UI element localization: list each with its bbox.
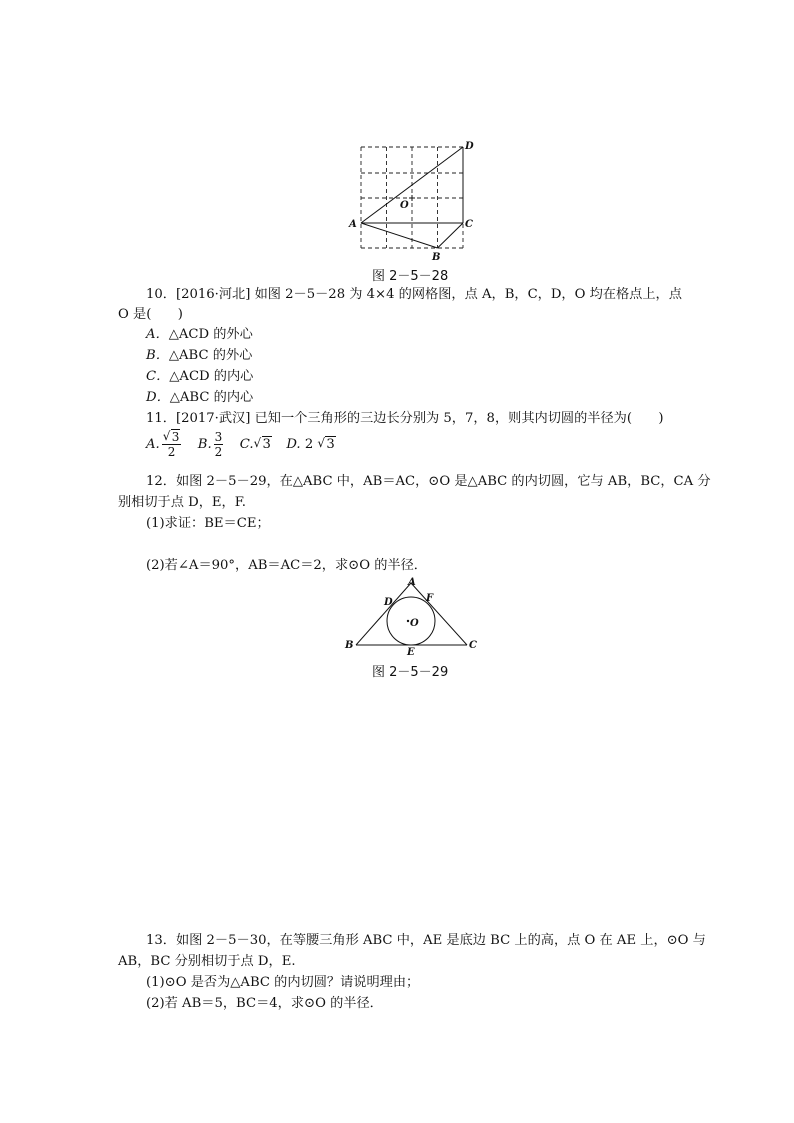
option-text: △ABC 的外心: [168, 348, 253, 363]
q12-stem-line2: 别相切于点 D，E，F.: [118, 495, 246, 510]
q13-stem-line1: 13．如图 2－5－30，在等腰三角形 ABC 中，AE 是底边 BC 上的高，点 O 在 AE 上，⊙O 与: [146, 933, 706, 948]
q13-part2: (2)若 AB＝5，BC＝4，求⊙O 的半径．: [146, 996, 383, 1011]
label-D: D: [384, 597, 393, 608]
q10-stem-line1: 10．[2016·河北] 如图 2－5－28 为 4×4 的网格图，点 A，B，C，D，O 均在格点上，点: [146, 287, 682, 302]
option-text: △ACD 的内心: [169, 369, 254, 384]
label-A: A: [349, 219, 357, 230]
option-text: △ABC 的内心: [169, 390, 254, 405]
label-D: D: [465, 141, 474, 152]
q11-options: [146, 430, 336, 470]
q11-option-a-letter: A.: [146, 437, 160, 452]
figure-2-5-28-grid: [346, 140, 480, 264]
figure-2-5-29-caption: 图 2－5－29: [372, 665, 449, 680]
label-O: O: [400, 200, 409, 211]
figure-2-5-29-triangle: [340, 575, 485, 657]
q12-part2: (2)若∠A＝90°，AB＝AC＝2，求⊙O 的半径．: [146, 558, 427, 573]
q11-option-b-fraction: $\frac{3}{2}$: [214, 430, 223, 459]
q10-stem-line2: O 是( ): [118, 307, 183, 322]
label-A: A: [408, 577, 416, 588]
option-letter: B．: [146, 348, 169, 363]
label-F: F: [426, 593, 434, 604]
q13-stem-line2: AB，BC 分别相切于点 D，E.: [118, 954, 296, 969]
q10-option-a: [146, 325, 253, 345]
q11-option-b-letter: B.: [197, 437, 212, 452]
option-text: △ACD 的外心: [168, 327, 253, 342]
label-O: O: [410, 618, 419, 629]
q11-option-d-letter: D.: [286, 437, 301, 452]
label-C: C: [465, 219, 473, 230]
option-letter: D．: [146, 390, 170, 405]
q13-part1: (1)⊙O 是否为△ABC 的内切圆？请说明理由；: [146, 975, 420, 990]
label-B: B: [345, 640, 354, 651]
q11-stem: 11．[2017·武汉] 已知一个三角形的三边长分别为 5，7，8，则其内切圆的半径为( ): [146, 411, 664, 426]
q11-option-d-coef: 2: [304, 437, 314, 452]
label-B: B: [432, 252, 441, 263]
q11-option-a-fraction: √ $\frac{3}{2}$: [162, 430, 182, 459]
option-letter: A．: [146, 327, 169, 342]
q11-option-d-sqrt: √ 3: [317, 437, 335, 452]
figure-2-5-28-caption: 图 2－5－28: [372, 269, 449, 284]
q11-option-c-letter: C.: [239, 437, 254, 452]
q10-option-c: [146, 367, 253, 387]
option-letter: C．: [146, 369, 170, 384]
label-C: C: [469, 640, 477, 651]
q10-option-d: [146, 388, 253, 408]
q10-option-b: [146, 346, 252, 366]
q12-stem-line1: 12．如图 2－5－29，在△ABC 中，AB＝AC，⊙O 是△ABC 的内切圆，它与 AB，BC，CA 分: [146, 474, 711, 489]
q11-option-c-sqrt: √ 3: [254, 437, 272, 452]
label-E: E: [407, 647, 415, 657]
q12-part1: (1)求证：BE＝CE；: [146, 516, 270, 531]
